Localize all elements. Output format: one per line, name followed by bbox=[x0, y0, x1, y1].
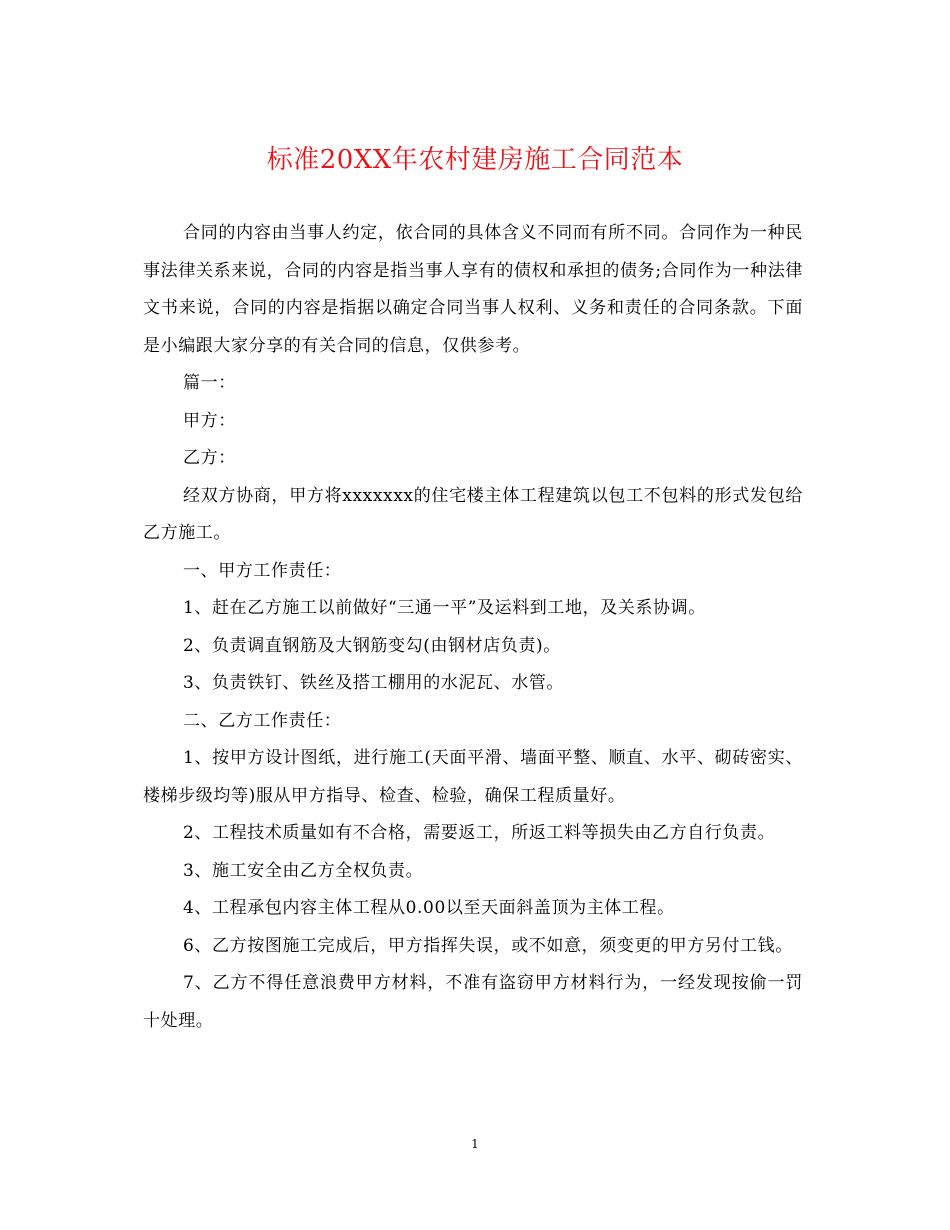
party-b-duties-heading: 二、乙方工作责任： bbox=[183, 710, 342, 731]
document-body bbox=[143, 215, 803, 1040]
party-b-line: 乙方： bbox=[183, 448, 236, 468]
page-number: 1 bbox=[471, 1137, 479, 1151]
party-a-duties-heading: 一、甲方工作责任： bbox=[183, 560, 342, 581]
party-b-duty-item: 3、施工安全由乙方全权负责。 bbox=[183, 860, 424, 881]
party-b-duty-item: 6、乙方按图施工完成后，甲方指挥失误，或不如意，须变更的甲方另付工钱。 bbox=[183, 935, 793, 956]
party-b-duty-item: 2、工程技术质量如有不合格，需要返工，所返工料等损失由乙方自行负责。 bbox=[183, 823, 776, 843]
party-a-line: 甲方： bbox=[183, 410, 236, 431]
intro-paragraph: 合同的内容由当事人约定，依合同的具体含义不同而有所不同。合同作为一种民事法律关系来说，合同的内容是指当事人享有的债权和承担的债务;合同作为一种法律文书来说，合同的内容是指据以确定合同当事人权利、义务和责任的合同条款。下面是小编跟大家分享的有关合同的信息，仅供参考。 bbox=[143, 223, 803, 356]
agreement-paragraph: 经双方协商，甲方将xxxxxxx的住宅楼主体工程建筑以包工不包料的形式发包给乙方施工。 bbox=[143, 485, 803, 543]
party-b-duty-item: 4、工程承包内容主体工程从0.00以至天面斜盖顶为主体工程。 bbox=[183, 898, 675, 918]
party-a-duty-item: 2、负责调直钢筋及大钢筋变勾(由钢材店负责)。 bbox=[183, 635, 561, 656]
party-b-duty-item: 7、乙方不得任意浪费甲方材料，不准有盗窃甲方材料行为，一经发现按偷一罚十处理。 bbox=[143, 973, 803, 1031]
party-a-duty-item: 1、赶在乙方施工以前做好“三通一平”及运料到工地，及关系协调。 bbox=[183, 598, 706, 618]
section-heading-part-one: 篇一： bbox=[183, 373, 236, 393]
document-title: 标准20XX年农村建房施工合同范本 bbox=[266, 145, 684, 175]
party-b-duty-item: 1、按甲方设计图纸，进行施工(天面平滑、墙面平整、顺直、水平、砌砖密实、楼梯步级均等)服从甲方指导、检查、检验，确保工程质量好。 bbox=[143, 748, 803, 806]
party-a-duty-item: 3、负责铁钉、铁丝及搭工棚用的水泥瓦、水管。 bbox=[183, 673, 565, 693]
